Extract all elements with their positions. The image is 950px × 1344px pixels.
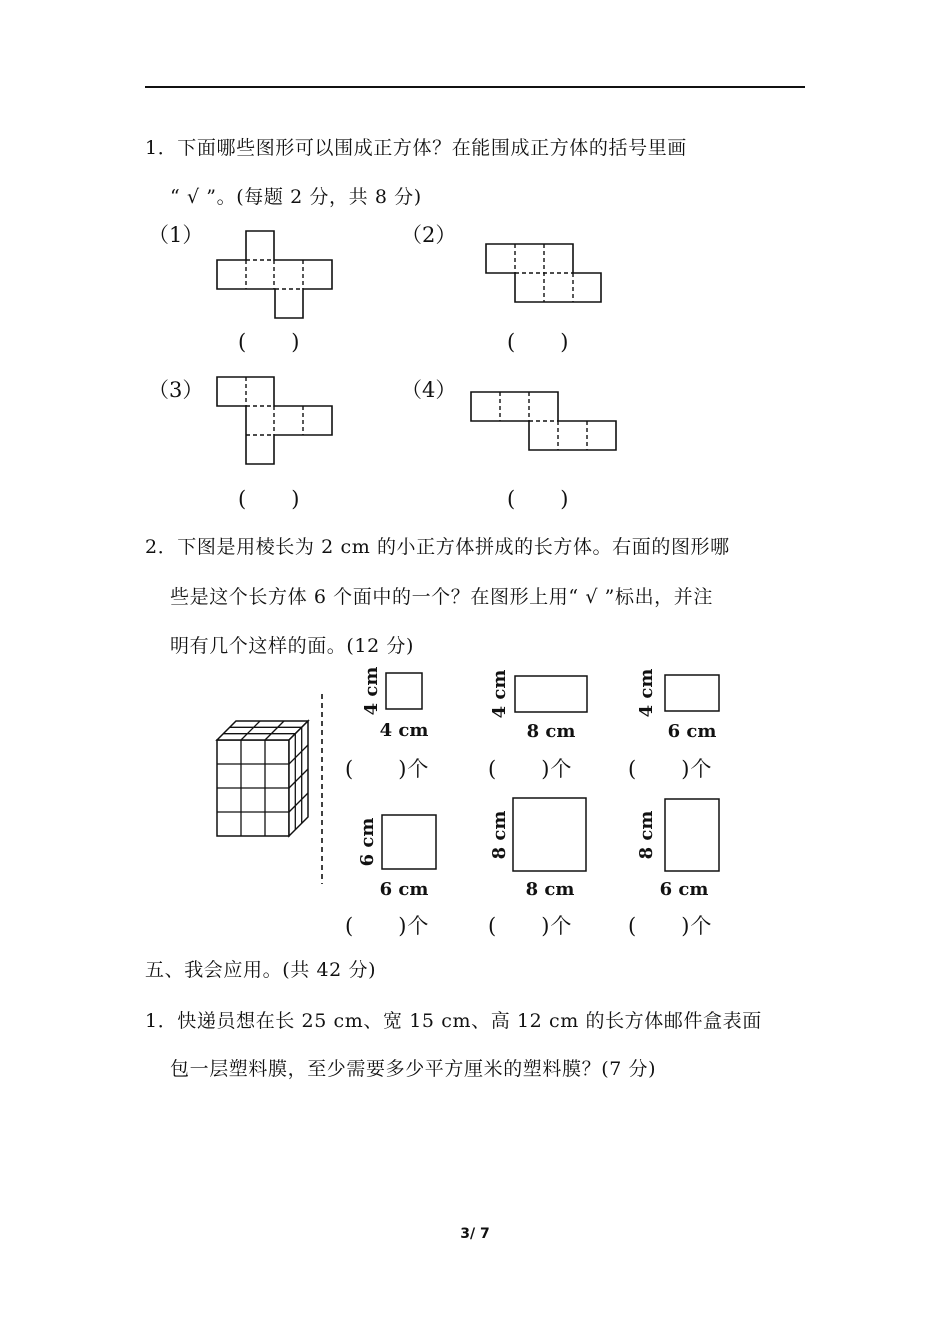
cube-net-2 xyxy=(485,243,605,305)
section5-title: 五、我会应用。(共 42 分) xyxy=(145,959,377,981)
q1-item1-answer[interactable]: ( ) xyxy=(238,330,301,354)
face-6x6-width-label: 6 cm xyxy=(379,879,429,900)
face-8x6-answer[interactable]: ( )个 xyxy=(628,914,713,938)
cube-net-4 xyxy=(470,391,620,453)
face-4x4 xyxy=(352,666,442,748)
face-4x4-height-label: 4 cm xyxy=(361,666,382,716)
face-4x4-answer[interactable]: ( )个 xyxy=(345,757,430,781)
cube-net-3 xyxy=(216,376,336,468)
q2-text-line1: 2．下图是用棱长为 2 cm 的小正方体拼成的长方体。右面的图形哪 xyxy=(145,536,730,558)
face-4x4-width-label: 4 cm xyxy=(379,720,429,741)
face-4x6 xyxy=(627,666,727,748)
face-4x6-width-label: 6 cm xyxy=(667,721,717,742)
section5-q1-line2: 包一层塑料膜，至少需要多少平方厘米的塑料膜？(7 分) xyxy=(170,1058,657,1080)
face-6x6-answer[interactable]: ( )个 xyxy=(345,914,430,938)
face-4x8-width-label: 8 cm xyxy=(526,721,576,742)
q1-item4-label: （4） xyxy=(401,378,457,402)
cube-net-1 xyxy=(216,230,336,322)
face-4x8 xyxy=(480,666,595,748)
header-rule xyxy=(145,86,805,88)
page-number: 3/ 7 xyxy=(460,1226,490,1242)
face-8x8-width-label: 8 cm xyxy=(525,879,575,900)
face-4x8-answer[interactable]: ( )个 xyxy=(488,757,573,781)
q1-item1-label: （1） xyxy=(148,223,204,247)
q1-item3-label: （3） xyxy=(148,378,204,402)
q2-text-line2: 些是这个长方体 6 个面中的一个？在图形上用“ √ ”标出，并注 xyxy=(170,586,713,608)
q1-text-line2: “ √ ”。(每题 2 分，共 8 分) xyxy=(170,186,422,208)
cuboid-figure xyxy=(214,717,324,842)
divider-dashed-line xyxy=(320,694,324,884)
face-4x6-answer[interactable]: ( )个 xyxy=(628,757,713,781)
q1-item3-answer[interactable]: ( ) xyxy=(238,487,301,511)
face-8x6-height-label: 8 cm xyxy=(636,810,657,860)
face-8x6 xyxy=(627,790,727,902)
face-8x8-answer[interactable]: ( )个 xyxy=(488,914,573,938)
q1-text-line1: 1．下面哪些图形可以围成正方体？在能围成正方体的括号里画 xyxy=(145,137,687,159)
face-8x8-height-label: 8 cm xyxy=(489,810,510,860)
face-4x6-height-label: 4 cm xyxy=(636,668,657,718)
face-8x6-width-label: 6 cm xyxy=(659,879,709,900)
q1-item4-answer[interactable]: ( ) xyxy=(507,487,570,511)
section5-q1-line1: 1．快递员想在长 25 cm、宽 15 cm、高 12 cm 的长方体邮件盒表面 xyxy=(145,1010,762,1032)
face-6x6-height-label: 6 cm xyxy=(357,817,378,867)
q1-item2-answer[interactable]: ( ) xyxy=(507,330,570,354)
face-6x6 xyxy=(352,806,447,901)
face-8x8 xyxy=(480,790,595,902)
q1-item2-label: （2） xyxy=(401,223,457,247)
q2-text-line3: 明有几个这样的面。(12 分) xyxy=(170,635,415,657)
face-4x8-height-label: 4 cm xyxy=(489,669,510,719)
